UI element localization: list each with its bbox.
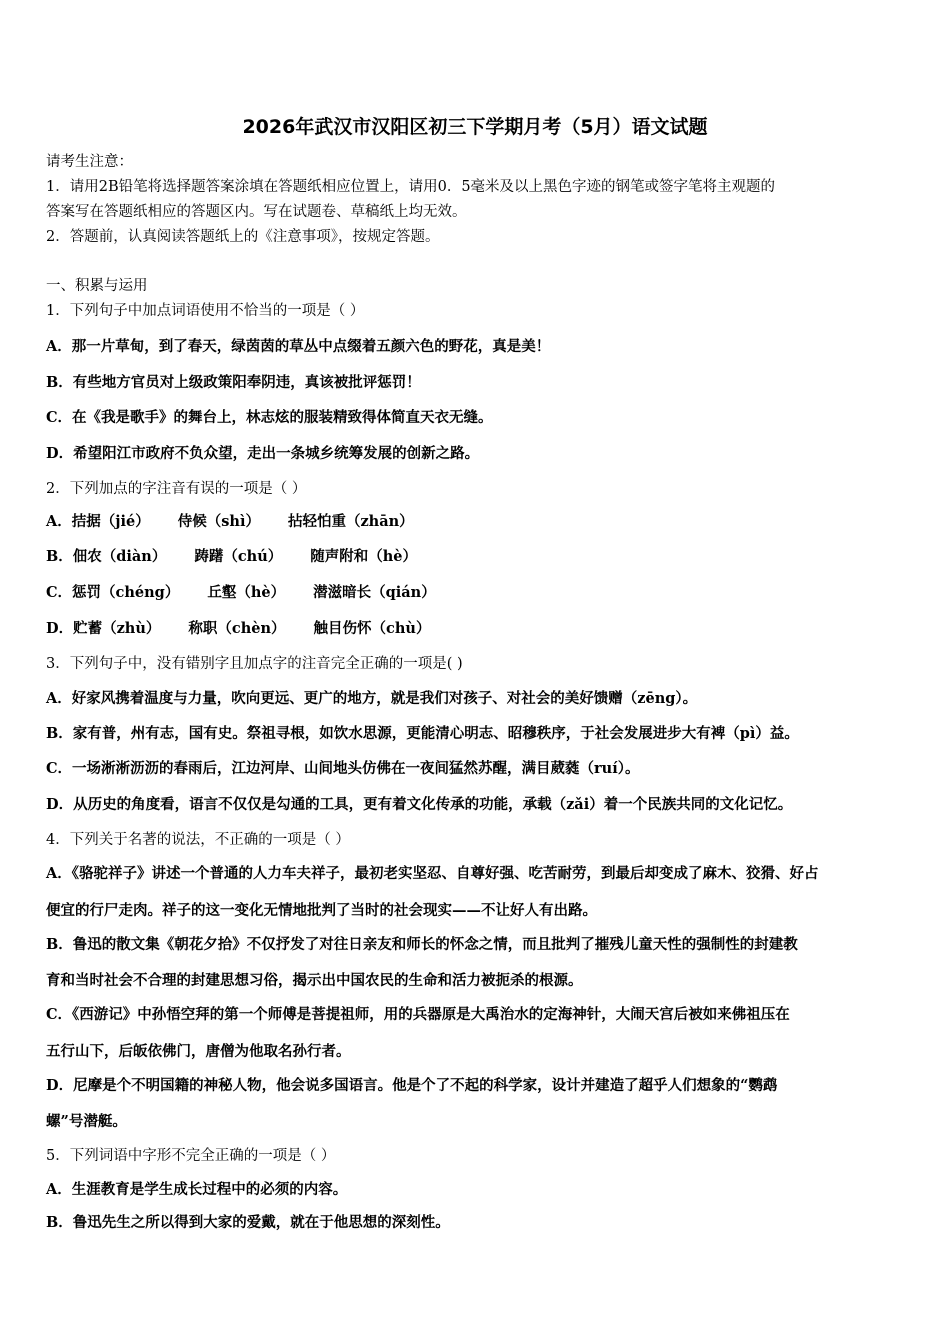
option-item: D．尼摩是个不明国籍的神秘人物，他会说多国语言。他是个了不起的科学家，设计并建造了超乎人们想象的“鹦鹉 — [46, 1077, 778, 1094]
option-item — [46, 547, 906, 567]
option-part: 潜滋暗长（qián） — [313, 584, 436, 601]
option-item: C．一场淅淅沥沥的春雨后，江边河岸、山间地头仿佛在一夜间猛然苏醒，满目葳蕤（ruí）。 — [46, 760, 640, 777]
option-part: 称职（chèn） — [188, 620, 286, 637]
question-stem: 5．下列词语中字形不完全正确的一项是（ ） — [46, 1148, 336, 1164]
question-stem: 1．下列句子中加点词语使用不恰当的一项是（ ） — [46, 303, 365, 319]
option-item-cont: 育和当时社会不合理的封建思想习俗，揭示出中国农民的生命和活力被扼杀的根源。 — [46, 972, 583, 989]
option-item — [46, 619, 906, 639]
option-item: A．好家风携着温度与力量，吹向更远、更广的地方，就是我们对孩子、对社会的美好馈赠（zēng）。 — [46, 690, 698, 707]
option-part: 丘壑（hè） — [207, 584, 286, 601]
option-item: A．生涯教育是学生成长过程中的必须的内容。 — [46, 1181, 348, 1198]
option-item-cont: 便宜的行尸走肉。祥子的这一变化无情地批判了当时的社会现实——不让好人有出路。 — [46, 902, 597, 919]
option-item: A．那一片草甸，到了春天，绿茵茵的草丛中点缀着五颜六色的野花，真是美！ — [46, 338, 551, 355]
option-part: D．贮蓄（zhù） — [46, 620, 161, 637]
option-item — [46, 583, 906, 603]
option-item: C．《西游记》中孙悟空拜的第一个师傅是菩提祖师，用的兵器原是大禹治水的定海神针，大闹天宫后被如来佛祖压在 — [46, 1006, 790, 1023]
option-item — [46, 512, 906, 532]
notice-heading: 请考生注意： — [46, 154, 133, 170]
section-heading: 一、积累与运用 — [46, 278, 148, 294]
option-item: D．希望阳江市政府不负众望，走出一条城乡统筹发展的创新之路。 — [46, 445, 480, 462]
option-item: C．在《我是歌手》的舞台上，林志炫的服装精致得体简直天衣无缝。 — [46, 409, 493, 426]
question-stem: 2．下列加点的字注音有误的一项是（ ） — [46, 481, 307, 497]
option-part: 随声附和（hè） — [310, 548, 418, 565]
option-part: A．拮据（jié） — [46, 513, 150, 530]
option-item: B．鲁迅的散文集《朝花夕拾》不仅抒发了对往日亲友和师长的怀念之情，而且批判了摧残儿童天性的强制性的封建教 — [46, 936, 798, 953]
option-item: D．从历史的角度看，语言不仅仅是勾通的工具，更有着文化传承的功能，承载（zǎi）着一个民族共同的文化记忆。 — [46, 796, 793, 813]
option-part: 侍候（shì） — [177, 513, 260, 530]
notice-item: 答案写在答题纸相应的答题区内。写在试题卷、草稿纸上均无效。 — [46, 204, 467, 220]
question-stem: 4．下列关于名著的说法，不正确的一项是（ ） — [46, 832, 350, 848]
option-item-cont: 五行山下，后皈依佛门，唐僧为他取名孙行者。 — [46, 1043, 351, 1060]
option-item: B．有些地方官员对上级政策阳奉阴违，真该被批评惩罚！ — [46, 374, 421, 391]
option-part: 触目伤怀（chù） — [313, 620, 431, 637]
notice-item: 1．请用2B铅笔将选择题答案涂填在答题纸相应位置上，请用0．5毫米及以上黑色字迹的钢笔或签字笔将主观题的 — [46, 179, 776, 195]
option-item: B．家有普，州有志，国有史。祭祖寻根，如饮水思源，更能清心明志、昭穆秩序，于社会发展进步大有裨（pì）益。 — [46, 725, 799, 742]
option-part: B．佃农（diàn） — [46, 548, 167, 565]
option-part: C．惩罚（chéng） — [46, 584, 180, 601]
option-item: B．鲁迅先生之所以得到大家的爱戴，就在于他思想的深刻性。 — [46, 1214, 450, 1231]
page-title: 2026年武汉市汉阳区初三下学期月考（5月）语文试题 — [242, 116, 708, 138]
option-item: A．《骆驼祥子》讲述一个普通的人力车夫祥子，最初老实坚忍、自尊好强、吃苦耐劳，到最后却变成了麻木、狡猾、好占 — [46, 865, 819, 882]
option-part: 拈轻怕重（zhān） — [287, 513, 414, 530]
option-part: 踌躇（chú） — [194, 548, 283, 565]
question-stem: 3．下列句子中，没有错别字且加点字的注音完全正确的一项是( ) — [46, 656, 463, 672]
option-item-cont: 螺”号潜艇。 — [46, 1113, 127, 1130]
notice-item: 2．答题前，认真阅读答题纸上的《注意事项》，按规定答题。 — [46, 229, 440, 245]
